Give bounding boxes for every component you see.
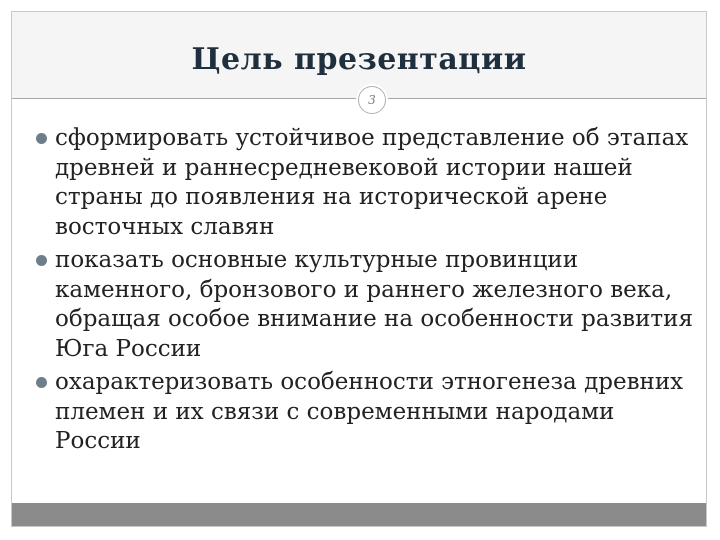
bullet-dot-icon (36, 377, 47, 388)
bullet-item (34, 368, 694, 457)
bullet-dot-icon (36, 133, 47, 144)
slide-title: Цель презентации (191, 42, 527, 77)
bullet-dot-icon (36, 255, 47, 266)
bullet-item (34, 246, 694, 364)
bullet-item (34, 124, 694, 242)
page-number-badge: 3 (358, 86, 386, 114)
bullet-list (34, 124, 694, 461)
bullet-text: охарактеризовать особенности этногенеза древних племен и их связи с современными народами России (55, 369, 684, 454)
slide-header (12, 12, 706, 98)
footer-bar (12, 503, 706, 526)
bullet-text: показать основные культурные провинции каменного, бронзового и раннего железного века, обращая особое внимание на особенности развития Юга России (55, 247, 693, 362)
bullet-text: сформировать устойчивое представление об этапах древней и раннесредневековой истории нашей страны до появления на исторической арене восточных славян (55, 125, 689, 240)
slide (11, 11, 707, 527)
